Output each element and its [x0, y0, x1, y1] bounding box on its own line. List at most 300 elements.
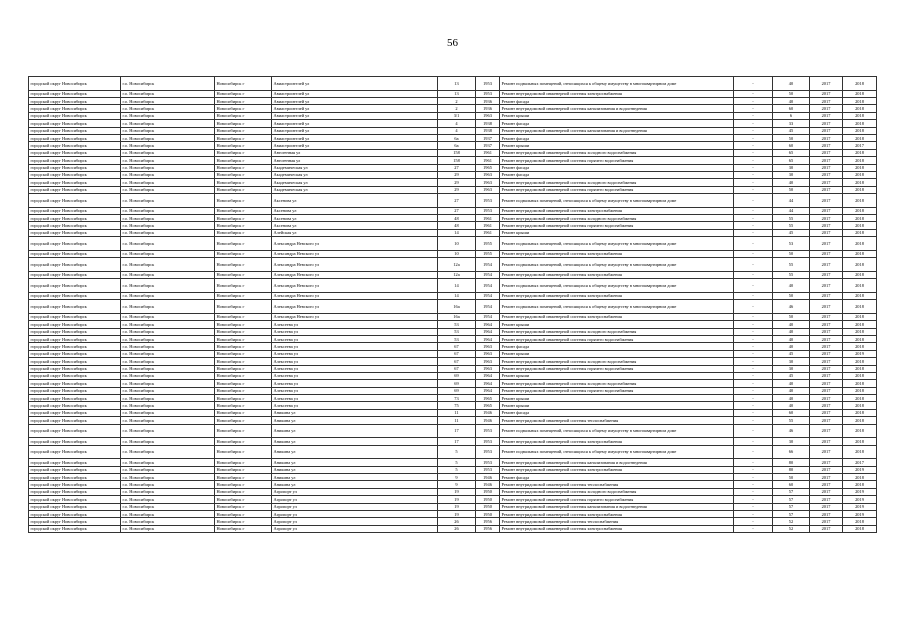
street-cell: Аэропорт ул: [272, 496, 438, 503]
year-start-cell: 2017: [810, 350, 843, 357]
year-end-cell: 2018: [843, 343, 877, 350]
dash-cell: -: [734, 438, 773, 445]
year-end-cell: 2018: [843, 194, 877, 208]
locality-cell: Новосибирск г: [215, 395, 272, 402]
year-start-cell: 2017: [810, 258, 843, 272]
municipality-cell: городской округ Новосибирск: [29, 525, 121, 532]
dash-cell: -: [734, 237, 773, 251]
dash-cell: -: [734, 459, 773, 466]
table-row: [29, 445, 877, 459]
year-built-cell: 1950: [476, 496, 500, 503]
work-type-cell: Ремонт фасада: [500, 164, 734, 171]
locality-cell: Новосибирск г: [215, 328, 272, 335]
work-type-cell: Ремонт внутридомовой инженерной системы канализования и водоотведения: [500, 459, 734, 466]
house-cell: 9: [438, 481, 476, 488]
municipality-cell: городской округ Новосибирск: [29, 134, 121, 141]
settlement-cell: г.о. Новосибирск: [121, 503, 215, 510]
municipality-cell: городской округ Новосибирск: [29, 222, 121, 229]
cost-cell: 65: [773, 157, 810, 164]
house-cell: 48: [438, 215, 476, 222]
year-built-cell: 1954: [476, 271, 500, 278]
table-row: [29, 459, 877, 466]
year-end-cell: 2018: [843, 292, 877, 299]
dash-cell: -: [734, 321, 773, 328]
dash-cell: -: [734, 194, 773, 208]
locality-cell: Новосибирск г: [215, 525, 272, 532]
cost-cell: 80: [773, 459, 810, 466]
municipality-cell: городской округ Новосибирск: [29, 149, 121, 156]
dash-cell: -: [734, 473, 773, 480]
year-end-cell: 2018: [843, 402, 877, 409]
dash-cell: -: [734, 350, 773, 357]
municipality-cell: городской округ Новосибирск: [29, 207, 121, 214]
work-type-cell: Ремонт крыши: [500, 229, 734, 236]
settlement-cell: г.о. Новосибирск: [121, 149, 215, 156]
settlement-cell: г.о. Новосибирск: [121, 90, 215, 97]
year-start-cell: 2017: [810, 215, 843, 222]
work-type-cell: Ремонт внутридомовой инженерной системы электроснабжения: [500, 438, 734, 445]
street-cell: Авиастроителей ул: [272, 134, 438, 141]
year-start-cell: 2017: [810, 335, 843, 342]
street-cell: Авиастроителей ул: [272, 77, 438, 91]
locality-cell: Новосибирск г: [215, 510, 272, 517]
work-type-cell: Ремонт фасада: [500, 134, 734, 141]
year-start-cell: 2017: [810, 179, 843, 186]
year-built-cell: 1964: [476, 387, 500, 394]
cost-cell: 30: [773, 164, 810, 171]
work-type-cell: Ремонт крыши: [500, 321, 734, 328]
year-built-cell: 1963: [476, 179, 500, 186]
house-cell: 5: [438, 445, 476, 459]
house-cell: 19: [438, 496, 476, 503]
table-row: [29, 387, 877, 394]
street-cell: Алексеева ул: [272, 365, 438, 372]
year-built-cell: 1953: [476, 459, 500, 466]
locality-cell: Новосибирск г: [215, 90, 272, 97]
cost-cell: 45: [773, 127, 810, 134]
locality-cell: Новосибирск г: [215, 424, 272, 438]
work-type-cell: Ремонт крыши: [500, 395, 734, 402]
year-start-cell: 2017: [810, 321, 843, 328]
street-cell: Академическая ул: [272, 179, 438, 186]
dash-cell: -: [734, 90, 773, 97]
house-cell: 11: [438, 409, 476, 416]
dash-cell: -: [734, 215, 773, 222]
dash-cell: -: [734, 142, 773, 149]
work-type-cell: Ремонт внутридомовой инженерной системы холодного водоснабжения: [500, 179, 734, 186]
settlement-cell: г.о. Новосибирск: [121, 186, 215, 193]
settlement-cell: г.о. Новосибирск: [121, 459, 215, 466]
street-cell: Аэропорт ул: [272, 488, 438, 495]
locality-cell: Новосибирск г: [215, 387, 272, 394]
year-end-cell: 2018: [843, 445, 877, 459]
work-type-cell: Ремонт внутридомовой инженерной системы горячего водоснабжения: [500, 496, 734, 503]
year-built-cell: 1954: [476, 300, 500, 314]
year-end-cell: 2018: [843, 525, 877, 532]
cost-cell: 40: [773, 402, 810, 409]
year-start-cell: 2017: [810, 473, 843, 480]
year-end-cell: 2018: [843, 157, 877, 164]
house-cell: 6а: [438, 134, 476, 141]
settlement-cell: г.о. Новосибирск: [121, 271, 215, 278]
cost-cell: 80: [773, 466, 810, 473]
locality-cell: Новосибирск г: [215, 179, 272, 186]
year-start-cell: 2017: [810, 417, 843, 424]
municipality-cell: городской округ Новосибирск: [29, 409, 121, 416]
year-end-cell: 2018: [843, 171, 877, 178]
locality-cell: Новосибирск г: [215, 112, 272, 119]
year-built-cell: 1963: [476, 171, 500, 178]
year-end-cell: 2018: [843, 328, 877, 335]
house-cell: 2: [438, 97, 476, 104]
dash-cell: -: [734, 77, 773, 91]
dash-cell: -: [734, 222, 773, 229]
settlement-cell: г.о. Новосибирск: [121, 237, 215, 251]
locality-cell: Новосибирск г: [215, 350, 272, 357]
street-cell: Алексеева ул: [272, 335, 438, 342]
cost-cell: 40: [773, 97, 810, 104]
year-end-cell: 2018: [843, 164, 877, 171]
house-cell: 69: [438, 380, 476, 387]
street-cell: Аксенова ул: [272, 222, 438, 229]
year-start-cell: 2017: [810, 77, 843, 91]
dash-cell: -: [734, 271, 773, 278]
cost-cell: 57: [773, 488, 810, 495]
house-cell: 4: [438, 120, 476, 127]
municipality-cell: городской округ Новосибирск: [29, 380, 121, 387]
settlement-cell: г.о. Новосибирск: [121, 164, 215, 171]
year-built-cell: 1964: [476, 372, 500, 379]
table-row: [29, 90, 877, 97]
year-built-cell: 1961: [476, 157, 500, 164]
municipality-cell: городской округ Новосибирск: [29, 215, 121, 222]
settlement-cell: г.о. Новосибирск: [121, 409, 215, 416]
work-type-cell: Ремонт внутридомовой инженерной системы холодного водоснабжения: [500, 488, 734, 495]
year-end-cell: 2017: [843, 459, 877, 466]
cost-cell: 40: [773, 321, 810, 328]
year-end-cell: 2018: [843, 149, 877, 156]
locality-cell: Новосибирск г: [215, 481, 272, 488]
year-built-cell: 1954: [476, 313, 500, 320]
municipality-cell: городской округ Новосибирск: [29, 229, 121, 236]
year-end-cell: 2018: [843, 229, 877, 236]
year-end-cell: 2018: [843, 77, 877, 91]
street-cell: Академическая ул: [272, 164, 438, 171]
year-end-cell: 2018: [843, 409, 877, 416]
locality-cell: Новосибирск г: [215, 279, 272, 293]
locality-cell: Новосибирск г: [215, 292, 272, 299]
table-row: [29, 510, 877, 517]
locality-cell: Новосибирск г: [215, 365, 272, 372]
locality-cell: Новосибирск г: [215, 438, 272, 445]
work-type-cell: Ремонт внутридомовой инженерной системы горячего водоснабжения: [500, 335, 734, 342]
year-start-cell: 2017: [810, 510, 843, 517]
table-row: [29, 328, 877, 335]
settlement-cell: г.о. Новосибирск: [121, 112, 215, 119]
dash-cell: -: [734, 380, 773, 387]
municipality-cell: городской округ Новосибирск: [29, 358, 121, 365]
locality-cell: Новосибирск г: [215, 149, 272, 156]
year-built-cell: 1963: [476, 358, 500, 365]
locality-cell: Новосибирск г: [215, 222, 272, 229]
municipality-cell: городской округ Новосибирск: [29, 279, 121, 293]
table-row: [29, 194, 877, 208]
year-start-cell: 2017: [810, 313, 843, 320]
year-built-cell: 1950: [476, 488, 500, 495]
work-type-cell: Ремонт внутридомовой инженерной системы электроснабжения: [500, 525, 734, 532]
work-type-cell: Ремонт внутридомовой инженерной системы теплоснабжения: [500, 417, 734, 424]
dash-cell: -: [734, 258, 773, 272]
year-built-cell: 1938: [476, 127, 500, 134]
locality-cell: Новосибирск г: [215, 335, 272, 342]
cost-cell: 50: [773, 250, 810, 257]
year-end-cell: 2018: [843, 105, 877, 112]
cost-cell: 60: [773, 142, 810, 149]
settlement-cell: г.о. Новосибирск: [121, 105, 215, 112]
year-start-cell: 2017: [810, 222, 843, 229]
house-cell: 29: [438, 171, 476, 178]
work-type-cell: Ремонт внутридомовой инженерной системы горячего водоснабжения: [500, 186, 734, 193]
year-start-cell: 2017: [810, 328, 843, 335]
municipality-cell: городской округ Новосибирск: [29, 417, 121, 424]
locality-cell: Новосибирск г: [215, 157, 272, 164]
settlement-cell: г.о. Новосибирск: [121, 424, 215, 438]
year-built-cell: 1953: [476, 90, 500, 97]
locality-cell: Новосибирск г: [215, 77, 272, 91]
street-cell: Аэропорт ул: [272, 510, 438, 517]
table-row: [29, 171, 877, 178]
work-type-cell: Ремонт внутридомовой инженерной системы холодного водоснабжения: [500, 380, 734, 387]
municipality-cell: городской округ Новосибирск: [29, 350, 121, 357]
house-cell: 11: [438, 417, 476, 424]
municipality-cell: городской округ Новосибирск: [29, 481, 121, 488]
table-row: [29, 313, 877, 320]
street-cell: Авиастроителей ул: [272, 142, 438, 149]
table-row: [29, 321, 877, 328]
house-cell: 67: [438, 343, 476, 350]
municipality-cell: городской округ Новосибирск: [29, 445, 121, 459]
street-cell: Алексеева ул: [272, 328, 438, 335]
year-end-cell: 2018: [843, 473, 877, 480]
house-cell: 27: [438, 207, 476, 214]
street-cell: Алексеева ул: [272, 380, 438, 387]
dash-cell: -: [734, 387, 773, 394]
street-cell: Аникина ул: [272, 459, 438, 466]
year-end-cell: 2018: [843, 179, 877, 186]
settlement-cell: г.о. Новосибирск: [121, 417, 215, 424]
year-built-cell: 1964: [476, 321, 500, 328]
cost-cell: 40: [773, 395, 810, 402]
year-built-cell: 1955: [476, 237, 500, 251]
house-cell: 75: [438, 402, 476, 409]
year-built-cell: 1953: [476, 466, 500, 473]
street-cell: Автогенная ул: [272, 149, 438, 156]
house-cell: 14: [438, 292, 476, 299]
year-end-cell: 2018: [843, 387, 877, 394]
dash-cell: -: [734, 157, 773, 164]
settlement-cell: г.о. Новосибирск: [121, 194, 215, 208]
cost-cell: 57: [773, 503, 810, 510]
year-end-cell: 2019: [843, 350, 877, 357]
work-type-cell: Ремонт внутридомовой инженерной системы холодного водоснабжения: [500, 328, 734, 335]
year-built-cell: 1954: [476, 258, 500, 272]
year-end-cell: 2019: [843, 488, 877, 495]
locality-cell: Новосибирск г: [215, 503, 272, 510]
year-start-cell: 2017: [810, 343, 843, 350]
locality-cell: Новосибирск г: [215, 445, 272, 459]
dash-cell: -: [734, 518, 773, 525]
settlement-cell: г.о. Новосибирск: [121, 466, 215, 473]
year-start-cell: 2017: [810, 292, 843, 299]
settlement-cell: г.о. Новосибирск: [121, 313, 215, 320]
dash-cell: -: [734, 300, 773, 314]
work-type-cell: Ремонт фасада: [500, 473, 734, 480]
year-start-cell: 2017: [810, 194, 843, 208]
street-cell: Александра Невского ул: [272, 300, 438, 314]
cost-cell: 55: [773, 222, 810, 229]
municipality-cell: городской округ Новосибирск: [29, 328, 121, 335]
municipality-cell: городской округ Новосибирск: [29, 292, 121, 299]
year-built-cell: 1936: [476, 97, 500, 104]
year-end-cell: 2018: [843, 186, 877, 193]
municipality-cell: городской округ Новосибирск: [29, 438, 121, 445]
municipality-cell: городской округ Новосибирск: [29, 105, 121, 112]
settlement-cell: г.о. Новосибирск: [121, 372, 215, 379]
house-cell: 158: [438, 157, 476, 164]
cost-cell: 45: [773, 350, 810, 357]
locality-cell: Новосибирск г: [215, 97, 272, 104]
house-cell: 12а: [438, 258, 476, 272]
municipality-cell: городской округ Новосибирск: [29, 466, 121, 473]
year-end-cell: 2018: [843, 372, 877, 379]
table-row: [29, 292, 877, 299]
table-row: [29, 215, 877, 222]
year-built-cell: 1954: [476, 279, 500, 293]
work-type-cell: Ремонт крыши: [500, 112, 734, 119]
year-built-cell: 1963: [476, 343, 500, 350]
year-built-cell: 1950: [476, 510, 500, 517]
municipality-cell: городской округ Новосибирск: [29, 473, 121, 480]
dash-cell: -: [734, 409, 773, 416]
dash-cell: -: [734, 424, 773, 438]
cost-cell: 40: [773, 279, 810, 293]
table-row: [29, 179, 877, 186]
house-cell: 73: [438, 395, 476, 402]
house-cell: 6а: [438, 142, 476, 149]
house-cell: 14: [438, 229, 476, 236]
settlement-cell: г.о. Новосибирск: [121, 365, 215, 372]
house-cell: 14: [438, 279, 476, 293]
locality-cell: Новосибирск г: [215, 271, 272, 278]
dash-cell: -: [734, 343, 773, 350]
settlement-cell: г.о. Новосибирск: [121, 229, 215, 236]
table-row: [29, 77, 877, 91]
street-cell: Авиастроителей ул: [272, 90, 438, 97]
year-end-cell: 2018: [843, 365, 877, 372]
table-row: [29, 496, 877, 503]
table-row: [29, 149, 877, 156]
locality-cell: Новосибирск г: [215, 380, 272, 387]
year-start-cell: 2017: [810, 237, 843, 251]
street-cell: Авиастроителей ул: [272, 120, 438, 127]
year-end-cell: 2018: [843, 127, 877, 134]
municipality-cell: городской округ Новосибирск: [29, 424, 121, 438]
year-built-cell: 1946: [476, 409, 500, 416]
municipality-cell: городской округ Новосибирск: [29, 120, 121, 127]
year-built-cell: 1965: [476, 395, 500, 402]
year-start-cell: 2017: [810, 402, 843, 409]
year-built-cell: 1953: [476, 77, 500, 91]
municipality-cell: городской округ Новосибирск: [29, 171, 121, 178]
municipality-cell: городской округ Новосибирск: [29, 365, 121, 372]
locality-cell: Новосибирск г: [215, 194, 272, 208]
year-end-cell: 2018: [843, 271, 877, 278]
year-start-cell: 2017: [810, 279, 843, 293]
year-built-cell: 1961: [476, 229, 500, 236]
year-built-cell: 1938: [476, 120, 500, 127]
settlement-cell: г.о. Новосибирск: [121, 510, 215, 517]
locality-cell: Новосибирск г: [215, 120, 272, 127]
street-cell: Алексеева ул: [272, 402, 438, 409]
locality-cell: Новосибирск г: [215, 142, 272, 149]
cost-cell: 57: [773, 496, 810, 503]
locality-cell: Новосибирск г: [215, 417, 272, 424]
street-cell: Автогенная ул: [272, 157, 438, 164]
year-start-cell: 2017: [810, 365, 843, 372]
locality-cell: Новосибирск г: [215, 229, 272, 236]
street-cell: Авиастроителей ул: [272, 97, 438, 104]
work-type-cell: Ремонт крыши: [500, 142, 734, 149]
table-row: [29, 343, 877, 350]
street-cell: Авиастроителей ул: [272, 127, 438, 134]
locality-cell: Новосибирск г: [215, 343, 272, 350]
street-cell: Аксенова ул: [272, 207, 438, 214]
work-type-cell: Ремонт фасада: [500, 97, 734, 104]
year-end-cell: 2018: [843, 215, 877, 222]
dash-cell: -: [734, 503, 773, 510]
settlement-cell: г.о. Новосибирск: [121, 300, 215, 314]
year-end-cell: 2019: [843, 496, 877, 503]
locality-cell: Новосибирск г: [215, 215, 272, 222]
year-start-cell: 2017: [810, 459, 843, 466]
table-row: [29, 473, 877, 480]
work-type-cell: Ремонт внутридомовой инженерной системы канализования и водоотведения: [500, 127, 734, 134]
house-cell: 4: [438, 127, 476, 134]
dash-cell: -: [734, 466, 773, 473]
work-type-cell: Ремонт подвальных помещений, относящихся к общему имуществу в многоквартирном доме: [500, 237, 734, 251]
house-cell: 69: [438, 387, 476, 394]
municipality-cell: городской округ Новосибирск: [29, 164, 121, 171]
work-type-cell: Ремонт внутридомовой инженерной системы горячего водоснабжения: [500, 365, 734, 372]
municipality-cell: городской округ Новосибирск: [29, 503, 121, 510]
settlement-cell: г.о. Новосибирск: [121, 518, 215, 525]
settlement-cell: г.о. Новосибирск: [121, 380, 215, 387]
work-type-cell: Ремонт внутридомовой инженерной системы горячего водоснабжения: [500, 222, 734, 229]
settlement-cell: г.о. Новосибирск: [121, 387, 215, 394]
dash-cell: -: [734, 179, 773, 186]
settlement-cell: г.о. Новосибирск: [121, 215, 215, 222]
dash-cell: -: [734, 328, 773, 335]
year-end-cell: 2018: [843, 313, 877, 320]
work-type-cell: Ремонт крыши: [500, 350, 734, 357]
table-row: [29, 518, 877, 525]
year-start-cell: 2017: [810, 380, 843, 387]
table-body: [29, 77, 877, 533]
house-cell: 12а: [438, 271, 476, 278]
dash-cell: -: [734, 120, 773, 127]
year-end-cell: 2018: [843, 438, 877, 445]
year-start-cell: 2017: [810, 387, 843, 394]
